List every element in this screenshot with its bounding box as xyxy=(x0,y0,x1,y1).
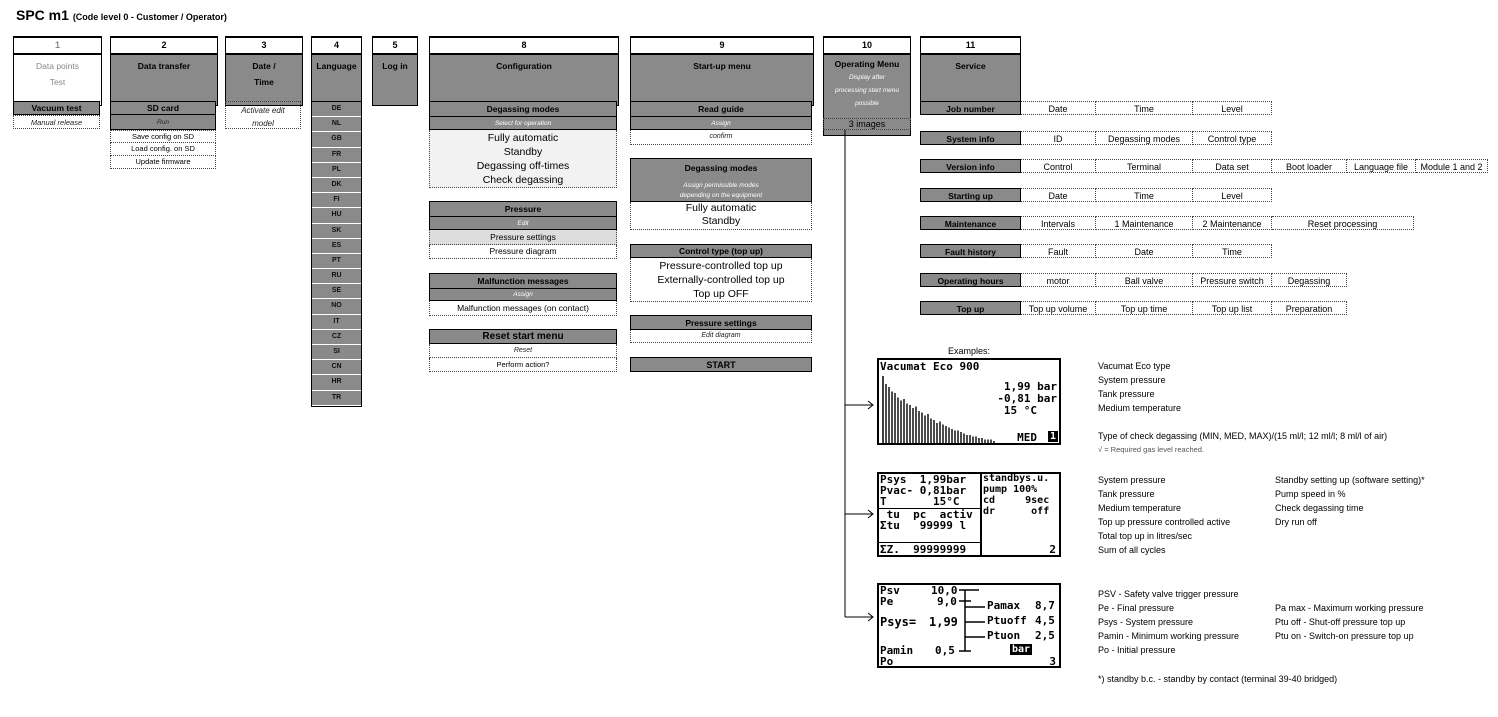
column-number: 8 xyxy=(430,36,618,55)
screen3-desc-right xyxy=(1275,601,1424,643)
service-cell[interactable]: Date xyxy=(1096,244,1193,258)
col9-mode-fully-automatic[interactable]: Fully automatic xyxy=(685,202,757,214)
service-cell[interactable]: Top up volume xyxy=(1021,301,1096,315)
malfunction-on-contact[interactable]: Malfunction messages (on contact) xyxy=(429,301,617,316)
screen2-r4: dr off xyxy=(983,506,1050,517)
service-key[interactable]: Operating hours xyxy=(920,273,1021,287)
service-cell[interactable]: Reset processing xyxy=(1272,216,1414,230)
language-item[interactable]: HU xyxy=(312,208,361,223)
examples-label: Examples: xyxy=(948,346,991,356)
language-item[interactable]: GB xyxy=(312,132,361,147)
language-item[interactable]: PL xyxy=(312,163,361,178)
service-cell[interactable]: ID xyxy=(1021,131,1096,145)
screen1-title: Vacumat Eco 900 xyxy=(880,360,980,373)
screen2-l3: T 15°C xyxy=(880,495,960,508)
screen3-unit: bar xyxy=(1012,644,1031,655)
sd-save-config[interactable]: Save config on SD xyxy=(110,130,216,143)
service-cell[interactable]: Data set xyxy=(1193,159,1272,173)
screen3-ptuoff: Ptuoff xyxy=(987,614,1027,627)
column-number: 9 xyxy=(631,36,813,55)
screen3-pe: Pe xyxy=(880,595,894,608)
control-type-head[interactable]: Control type (top up) xyxy=(630,244,812,258)
title-sub: (Code level 0 - Customer / Operator) xyxy=(72,12,227,22)
screen1-desc-1: Vacumat Eco type xyxy=(1098,361,1171,371)
service-cell[interactable]: Module 1 and 2 xyxy=(1416,159,1488,173)
service-cell[interactable]: Control xyxy=(1021,159,1096,173)
column-label: Language xyxy=(312,55,361,105)
service-cell[interactable]: Date xyxy=(1021,101,1096,115)
screen2-l6: ΣZ. 99999999 xyxy=(880,543,967,556)
screen2-l1: Psys 1,99bar xyxy=(880,473,967,486)
column-label-line2: Time xyxy=(254,77,274,87)
screen1-page: 1 xyxy=(1049,431,1056,442)
lcd-screen-1 xyxy=(877,358,1061,445)
screen1-desc xyxy=(1098,359,1181,415)
screen3-desc2-2: Ptu off - Shut-off pressure top up xyxy=(1275,617,1406,627)
service-key[interactable]: Fault history xyxy=(920,244,1021,258)
screen2-desc2-4: Dry run off xyxy=(1275,517,1317,527)
language-item[interactable]: CZ xyxy=(312,330,361,345)
column-number: 2 xyxy=(111,36,217,55)
language-item[interactable]: NO xyxy=(312,299,361,314)
start-button[interactable]: START xyxy=(630,357,812,372)
language-item[interactable]: RU xyxy=(312,269,361,284)
column-number: 4 xyxy=(312,36,361,55)
language-item[interactable]: FR xyxy=(312,148,361,163)
screen3-desc-1: PSV - Safety valve trigger pressure xyxy=(1098,589,1239,599)
footnote: *) standby b.c. - standby by contact (terminal 39-40 bridged) xyxy=(1098,674,1338,684)
reset-perform-action[interactable]: Perform action? xyxy=(429,358,617,372)
service-cell[interactable]: Top up list xyxy=(1193,301,1272,315)
screen2-desc-6: Sum of all cycles xyxy=(1098,545,1166,555)
screen3-pamax: Pamax xyxy=(987,599,1021,612)
screen1-desc-2: System pressure xyxy=(1098,375,1166,385)
service-key[interactable]: Starting up xyxy=(920,188,1021,202)
service-key[interactable]: System info xyxy=(920,131,1021,145)
sd-update-firmware[interactable]: Update firmware xyxy=(110,156,216,169)
screen3-pe-value: 9,0 xyxy=(937,595,957,608)
service-cell[interactable]: Fault xyxy=(1021,244,1096,258)
screen1-desc-3: Tank pressure xyxy=(1098,389,1155,399)
screen2-desc-1: System pressure xyxy=(1098,475,1166,485)
service-key[interactable]: Job number xyxy=(920,101,1021,115)
column-label: Service xyxy=(921,55,1020,105)
service-cell[interactable]: Ball valve xyxy=(1096,273,1193,287)
screen1-desc-4: Medium temperature xyxy=(1098,403,1182,413)
column-label-line1: Date / xyxy=(252,61,276,71)
screen3-ptuon-value: 2,5 xyxy=(1035,629,1055,642)
col9-degassing-sub2: depending on the equipment xyxy=(679,192,763,199)
language-item[interactable]: IT xyxy=(312,315,361,330)
screen2-desc2-1: Standby setting up (software setting)* xyxy=(1275,475,1425,485)
service-cell[interactable]: Preparation xyxy=(1272,301,1347,315)
title-main: SPC m1 xyxy=(16,7,69,23)
control-topup-off[interactable]: Top up OFF xyxy=(693,288,749,300)
language-item[interactable]: HR xyxy=(312,375,361,390)
service-cell[interactable]: Intervals xyxy=(1021,216,1096,230)
sd-card-box[interactable]: SD card xyxy=(110,101,216,115)
screen2-desc-5: Total top up in litres/sec xyxy=(1098,531,1193,541)
col9-pressure-head[interactable]: Pressure settings xyxy=(630,315,812,330)
column-label: Data transfer xyxy=(111,55,217,105)
service-cell[interactable]: Degassing xyxy=(1272,273,1347,287)
mode-check-degassing[interactable]: Check degassing xyxy=(482,174,564,186)
language-item[interactable]: DK xyxy=(312,178,361,193)
col10-note-3: possible xyxy=(855,100,879,107)
screen3-psys-value: 1,99 xyxy=(929,615,958,629)
service-cell[interactable]: Time xyxy=(1096,101,1193,115)
column-label-line1: Operating Menu xyxy=(834,59,900,69)
screen1-system-pressure: 1,99 bar xyxy=(1004,380,1057,393)
col10-note-1: Display after xyxy=(848,74,886,81)
screen2-r3: cd 9sec xyxy=(983,495,1050,506)
screen2-desc-4: Top up pressure controlled active xyxy=(1098,517,1231,527)
activate-edit-line2: model xyxy=(252,119,274,128)
screen2-divider xyxy=(980,474,982,557)
column-label: Configuration xyxy=(430,55,618,105)
col9-degassing-sub1: Assign permissible modes xyxy=(683,182,759,189)
sd-load-config[interactable]: Load config. on SD xyxy=(110,143,216,156)
screen2-desc xyxy=(1098,473,1230,557)
screen1-note2: √ = Required gas level reached. xyxy=(1098,445,1205,454)
screen3-desc xyxy=(1098,587,1239,657)
service-cell[interactable]: Date xyxy=(1021,188,1096,202)
col9-mode-standby[interactable]: Standby xyxy=(701,215,741,227)
screen2-desc2-2: Pump speed in % xyxy=(1275,489,1346,499)
screen3-desc-5: Po - Initial pressure xyxy=(1098,645,1176,655)
screen2-r1: standbys.u. xyxy=(983,473,1050,484)
language-item[interactable]: FI xyxy=(312,193,361,208)
screen1-note: Type of check degassing (MIN, MED, MAX)/(15 ml/l; 12 ml/l; 8 ml/l of air) xyxy=(1098,431,1388,441)
language-item[interactable]: DE xyxy=(312,102,361,117)
column-number: 11 xyxy=(921,36,1020,55)
column-label: Log in xyxy=(373,55,417,105)
screen3-pamin: Pamin xyxy=(880,644,914,657)
language-item[interactable]: TR xyxy=(312,391,361,406)
column-number: 3 xyxy=(226,36,302,55)
column-label-line1: Data points xyxy=(36,61,79,71)
screen3-pamax-value: 8,7 xyxy=(1035,599,1055,612)
pressure-diagram-item[interactable]: Pressure diagram xyxy=(429,245,617,259)
read-guide-confirm[interactable]: confirm xyxy=(630,130,812,145)
screen3-ptuoff-value: 4,5 xyxy=(1035,614,1055,627)
reset-sub: Reset xyxy=(429,344,617,358)
screen2-desc2-3: Check degassing time xyxy=(1275,503,1364,513)
screen2-l5: Σtu 99999 l xyxy=(880,519,967,532)
activate-edit-line1: Activate edit xyxy=(241,106,285,115)
service-key[interactable]: Version info xyxy=(920,159,1021,173)
screen3-psv-value: 10,0 xyxy=(931,584,958,597)
screen3-pamin-value: 0,5 xyxy=(935,644,955,657)
service-key[interactable]: Top up xyxy=(920,301,1021,315)
screen3-page: 3 xyxy=(1049,655,1056,668)
screen2-r2: pump 100% xyxy=(983,484,1038,495)
screen2-page: 2 xyxy=(1049,543,1056,556)
read-guide-sub: Assign xyxy=(630,117,812,130)
pressure-head[interactable]: Pressure xyxy=(429,201,617,217)
control-external-topup[interactable]: Externally-controlled top up xyxy=(657,274,785,286)
column-label: Start-up menu xyxy=(631,55,813,105)
service-cell[interactable]: Terminal xyxy=(1096,159,1193,173)
sd-card-sub: Run xyxy=(110,115,216,130)
col10-note-2: processing start menu xyxy=(835,87,899,94)
screen3-psv: Psv xyxy=(880,584,900,597)
language-item[interactable]: SI xyxy=(312,345,361,360)
pressure-sub: Edit xyxy=(429,217,617,230)
screen1-mode: MED xyxy=(1017,431,1037,444)
language-item[interactable]: PT xyxy=(312,254,361,269)
mode-fully-automatic[interactable]: Fully automatic xyxy=(487,132,559,144)
degassing-modes-sub: Select for operation xyxy=(429,117,617,130)
column-number: 10 xyxy=(824,36,910,55)
screen3-ptuon: Ptuon xyxy=(987,629,1021,642)
screen3-psys: Psys= xyxy=(880,615,917,629)
language-item[interactable]: NL xyxy=(312,117,361,132)
control-pressure-topup[interactable]: Pressure-controlled top up xyxy=(659,260,783,272)
language-item[interactable]: SK xyxy=(312,224,361,239)
screen3-desc-3: Psys - System pressure xyxy=(1098,617,1194,627)
pressure-settings-item[interactable]: Pressure settings xyxy=(429,230,617,245)
service-key[interactable]: Maintenance xyxy=(920,216,1021,230)
service-cell[interactable]: Level xyxy=(1193,188,1272,202)
service-cell[interactable]: Boot loader xyxy=(1272,159,1347,173)
service-cell[interactable]: Time xyxy=(1193,244,1272,258)
vacuum-test-box[interactable]: Vacuum test xyxy=(13,101,100,115)
language-item[interactable]: ES xyxy=(312,239,361,254)
service-cell[interactable]: motor xyxy=(1021,273,1096,287)
screen3-desc2-3: Ptu on - Switch-on pressure top up xyxy=(1275,631,1414,641)
service-cell[interactable]: Control type xyxy=(1193,131,1272,145)
screen2-desc-3: Medium temperature xyxy=(1098,503,1182,513)
reset-head[interactable]: Reset start menu xyxy=(429,329,617,344)
service-cell[interactable]: Top up time xyxy=(1096,301,1193,315)
malfunction-head[interactable]: Malfunction messages xyxy=(429,273,617,289)
screen3-po: Po xyxy=(880,655,894,668)
degassing-modes-head[interactable]: Degassing modes xyxy=(429,101,617,117)
service-cell[interactable]: 1 Maintenance xyxy=(1096,216,1193,230)
service-cell[interactable]: Language file xyxy=(1347,159,1416,173)
col9-degassing-title: Degassing modes xyxy=(684,163,758,173)
service-cell[interactable]: 2 Maintenance xyxy=(1193,216,1272,230)
language-item[interactable]: SE xyxy=(312,284,361,299)
malfunction-sub: Assign xyxy=(429,289,617,301)
service-cell[interactable]: Level xyxy=(1193,101,1272,115)
service-cell[interactable]: Pressure switch xyxy=(1193,273,1272,287)
column-number: 5 xyxy=(373,36,417,55)
screen2-desc-2: Tank pressure xyxy=(1098,489,1155,499)
screen3-desc-2: Pe - Final pressure xyxy=(1098,603,1175,613)
mode-standby[interactable]: Standby xyxy=(503,146,543,158)
service-cell[interactable]: Time xyxy=(1096,188,1193,202)
column-label-line2: Test xyxy=(49,77,66,87)
images-count: 3 images xyxy=(823,118,911,130)
screen3-desc2-1: Pa max - Maximum working pressure xyxy=(1275,603,1424,613)
read-guide-head[interactable]: Read guide xyxy=(630,101,812,117)
service-cell[interactable]: Degassing modes xyxy=(1096,131,1193,145)
col9-pressure-sub[interactable]: Edit diagram xyxy=(630,330,812,343)
mode-off-times[interactable]: Degassing off-times xyxy=(476,160,570,172)
lcd-screen-2 xyxy=(877,472,1061,557)
column-number: 1 xyxy=(14,36,101,55)
screen3-desc-4: Pamin - Minimum working pressure xyxy=(1098,631,1240,641)
screen1-bar-chart xyxy=(879,360,1061,445)
screen1-temperature: 15 °C xyxy=(1003,404,1037,417)
language-item[interactable]: CN xyxy=(312,360,361,375)
screen1-tank-pressure: -0,81 bar xyxy=(997,392,1057,405)
screen2-l2: Pvac- 0,81bar xyxy=(880,484,967,497)
lcd-screen-3 xyxy=(877,583,1061,668)
screen2-desc-right xyxy=(1275,473,1425,529)
screen2-l4: tu pc activ xyxy=(880,508,973,521)
vacuum-test-sub: Manual release xyxy=(13,115,100,129)
